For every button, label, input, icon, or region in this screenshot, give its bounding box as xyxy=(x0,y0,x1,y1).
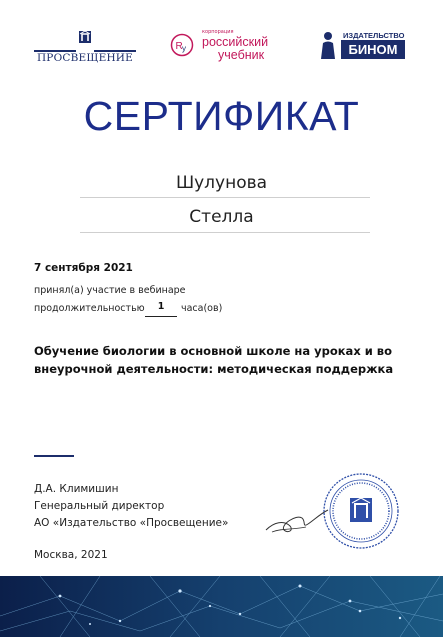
ru-circle-icon xyxy=(170,33,194,57)
participation-text: принял(а) участие в вебинаре xyxy=(34,285,186,296)
recipient-surname: Шулунова xyxy=(175,173,268,193)
signature-line xyxy=(34,455,74,457)
recipient-first-name: Стелла xyxy=(189,207,254,227)
hours-underline xyxy=(145,316,177,317)
binom-publisher-label: ИЗДАТЕЛЬСТВО xyxy=(343,31,405,40)
duration-label: продолжительностью xyxy=(34,303,145,314)
binom-figure-icon xyxy=(320,31,336,59)
russian-textbook-logo xyxy=(170,31,295,61)
city-year: Москва, 2021 xyxy=(34,549,108,561)
binom-logo xyxy=(320,31,406,61)
signer-organization: АО «Издательство «Просвещение» xyxy=(34,517,229,529)
surname-underline xyxy=(80,197,370,198)
ru-logo-line2: учебник xyxy=(218,48,265,62)
webinar-title: Обучение биологии в основной школе на уроках и во внеурочной деятельности: методическая поддержка xyxy=(34,344,394,376)
svg-text:y: y xyxy=(182,44,186,53)
binom-wordmark: БИНОМ xyxy=(341,40,405,59)
first-name-underline xyxy=(80,232,370,233)
svg-text:R: R xyxy=(175,41,183,52)
ru-logo-line1: российский xyxy=(202,35,269,49)
decorative-bottom-band xyxy=(0,576,443,637)
signer-block xyxy=(34,481,228,532)
prosveshchenie-wordmark: ПРОСВЕЩЕНИЕ xyxy=(36,52,134,64)
official-stamp-icon xyxy=(322,472,400,550)
duration-unit: часа(ов) xyxy=(181,303,223,314)
prosveshchenie-emblem-icon xyxy=(78,30,92,44)
signer-name: Д.А. Климишин xyxy=(34,483,119,495)
certificate-title: СЕРТИФИКАТ xyxy=(83,93,360,139)
event-date: 7 сентября 2021 xyxy=(34,262,133,274)
duration-hours: 1 xyxy=(157,301,165,312)
ru-logo-corp: корпорация xyxy=(202,29,234,35)
signer-position: Генеральный директор xyxy=(34,500,165,512)
